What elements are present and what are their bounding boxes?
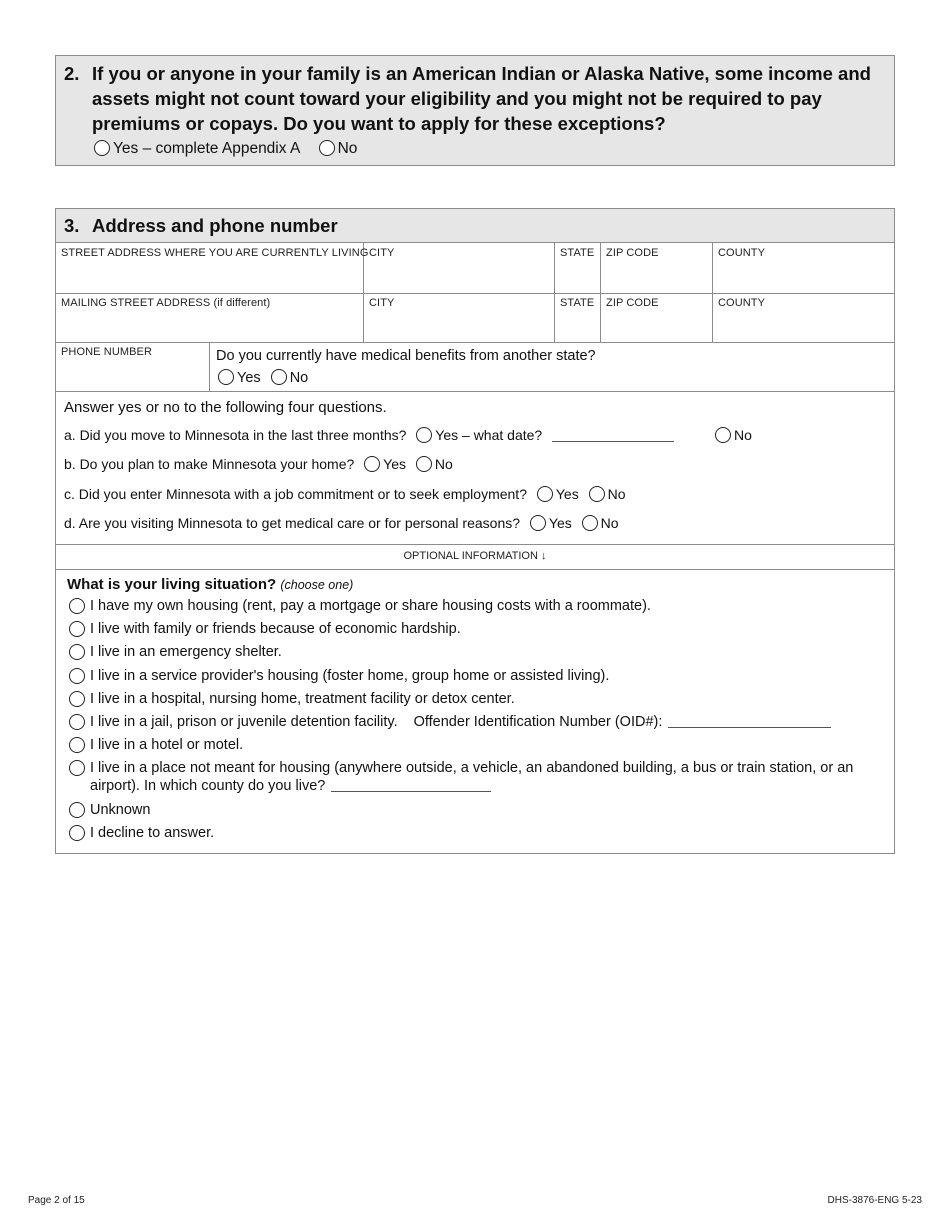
living-option-label: I live in a hospital, nursing home, treatment facility or detox center. — [90, 690, 515, 707]
living-option-label: I have my own housing (rent, pay a mortgage or share housing costs with a roommate). — [90, 598, 651, 614]
living-situation-question: What is your living situation? — [67, 576, 277, 593]
section-2-box — [55, 55, 895, 166]
section-3-number: 3. — [64, 215, 80, 236]
radio-icon[interactable] — [589, 486, 605, 502]
living-option-not-housing[interactable] — [69, 759, 869, 795]
living-option-label: I live in an emergency shelter. — [90, 644, 282, 661]
county-field[interactable]: COUNTY — [718, 247, 766, 259]
grid-divider — [56, 391, 894, 392]
radio-icon[interactable] — [69, 691, 85, 707]
question-d — [64, 515, 619, 531]
mailing-county-field[interactable]: COUNTY — [718, 297, 766, 309]
question-a — [64, 427, 674, 443]
section-3-box — [55, 208, 895, 854]
living-situation-title — [67, 576, 353, 593]
radio-icon[interactable] — [94, 140, 110, 156]
county-of-living-input[interactable] — [331, 791, 491, 792]
benefits-no-label: No — [289, 370, 309, 386]
city-field[interactable]: CITY — [369, 247, 395, 259]
radio-icon[interactable] — [69, 737, 85, 753]
mailing-state-field[interactable]: STATE — [560, 297, 595, 309]
apply-exceptions-no-label: No — [337, 140, 358, 157]
question-c-text: c. Did you enter Minnesota with a job commitment or to seek employment? — [64, 486, 527, 502]
mailing-city-field[interactable]: CITY — [369, 297, 395, 309]
grid-divider — [56, 293, 894, 294]
living-situation-options — [69, 597, 869, 847]
living-option-hospital[interactable] — [69, 690, 869, 708]
grid-divider — [56, 569, 894, 570]
apply-exceptions-yes[interactable] — [94, 140, 300, 157]
section-2-number: 2. — [64, 63, 80, 84]
oid-input[interactable] — [668, 727, 831, 728]
form-id: DHS-3876-ENG 5-23 — [827, 1195, 922, 1206]
section-3-title: Address and phone number — [92, 215, 338, 236]
living-option-decline[interactable] — [69, 824, 869, 842]
question-a-no[interactable] — [715, 427, 752, 443]
question-c-no-label: No — [607, 486, 626, 502]
question-b — [64, 456, 453, 472]
apply-exceptions-no[interactable] — [319, 140, 358, 157]
living-option-service-provider[interactable] — [69, 667, 869, 685]
living-option-label: I live in a service provider's housing (foster home, group home or assisted living). — [90, 667, 610, 684]
radio-icon[interactable] — [582, 515, 598, 531]
question-a-yes[interactable] — [416, 427, 542, 443]
question-b-text: b. Do you plan to make Minnesota your home? — [64, 456, 355, 472]
phone-number-field[interactable]: PHONE NUMBER — [61, 346, 153, 358]
zip-code-field[interactable]: ZIP CODE — [606, 247, 659, 259]
radio-icon[interactable] — [530, 515, 546, 531]
benefits-options — [218, 369, 314, 386]
living-situation-hint: (choose one) — [280, 578, 354, 592]
question-c-no[interactable] — [589, 486, 626, 502]
radio-icon[interactable] — [416, 456, 432, 472]
radio-icon[interactable] — [715, 427, 731, 443]
radio-icon[interactable] — [319, 140, 335, 156]
question-c-yes[interactable] — [537, 486, 579, 502]
grid-divider — [56, 544, 894, 545]
radio-icon[interactable] — [69, 598, 85, 614]
radio-icon[interactable] — [69, 621, 85, 637]
living-option-label: Unknown — [90, 801, 151, 818]
radio-icon[interactable] — [271, 369, 287, 385]
living-option-jail[interactable] — [69, 713, 869, 731]
question-b-no-label: No — [434, 456, 453, 472]
radio-icon[interactable] — [416, 427, 432, 443]
radio-icon[interactable] — [69, 644, 85, 660]
question-d-no[interactable] — [582, 515, 619, 531]
radio-icon[interactable] — [218, 369, 234, 385]
page-number: Page 2 of 15 — [28, 1195, 85, 1206]
question-d-text: d. Are you visiting Minnesota to get medical care or for personal reasons? — [64, 515, 521, 531]
question-a-no-label: No — [734, 427, 752, 443]
living-option-emergency-shelter[interactable] — [69, 643, 869, 661]
question-a-yes-label: Yes – what date? — [435, 427, 543, 443]
benefits-yes[interactable] — [218, 370, 261, 386]
radio-icon[interactable] — [69, 668, 85, 684]
living-option-hotel[interactable] — [69, 736, 869, 754]
radio-icon[interactable] — [537, 486, 553, 502]
question-b-yes-label: Yes — [383, 456, 407, 472]
section-2-options — [94, 140, 371, 158]
radio-icon[interactable] — [69, 825, 85, 841]
four-questions-intro: Answer yes or no to the following four questions. — [64, 399, 387, 416]
question-c-yes-label: Yes — [555, 486, 579, 502]
section-3-header — [56, 209, 894, 243]
move-date-input[interactable] — [552, 441, 674, 442]
radio-icon[interactable] — [69, 760, 85, 776]
benefits-yes-label: Yes — [237, 370, 261, 386]
oid-label: Offender Identification Number (OID#): — [413, 713, 663, 730]
radio-icon[interactable] — [364, 456, 380, 472]
living-option-label: I live with family or friends because of economic hardship. — [90, 621, 461, 638]
living-option-own-housing[interactable] — [69, 597, 869, 615]
apply-exceptions-yes-label: Yes – complete Appendix A — [113, 140, 301, 157]
mailing-address-field[interactable]: MAILING STREET ADDRESS (if different) — [61, 297, 271, 309]
living-option-family-friends[interactable] — [69, 620, 869, 638]
grid-divider — [209, 342, 210, 391]
state-field[interactable]: STATE — [560, 247, 595, 259]
radio-icon[interactable] — [69, 714, 85, 730]
living-option-label: I live in a jail, prison or juvenile detention facility. — [90, 713, 398, 730]
living-option-label: I decline to answer. — [90, 824, 215, 841]
question-b-no[interactable] — [416, 456, 453, 472]
question-a-text: a. Did you move to Minnesota in the last three months? — [64, 427, 407, 443]
living-option-unknown[interactable] — [69, 801, 869, 819]
radio-icon[interactable] — [69, 802, 85, 818]
section-2-question: If you or anyone in your family is an American Indian or Alaska Native, some income and assets might not count toward your eligibility and you might not be required to pay premiums or copays. Do you want to apply for these exceptions? — [92, 63, 871, 134]
optional-information-label: OPTIONAL INFORMATION ↓ — [403, 550, 547, 562]
mailing-zip-field[interactable]: ZIP CODE — [606, 297, 659, 309]
street-address-field[interactable]: STREET ADDRESS WHERE YOU ARE CURRENTLY LIVING — [61, 247, 369, 259]
question-c — [64, 486, 626, 502]
living-option-label: I live in a place not meant for housing (anywhere outside, a vehicle, an abandoned building, a bus or train station, or an airport). In which county do you live? — [90, 760, 854, 795]
question-d-no-label: No — [600, 515, 619, 531]
question-d-yes[interactable] — [530, 515, 572, 531]
question-b-yes[interactable] — [364, 456, 406, 472]
benefits-no[interactable] — [271, 370, 309, 386]
living-option-label: I live in a hotel or motel. — [90, 737, 244, 754]
question-d-yes-label: Yes — [548, 515, 572, 531]
grid-divider — [56, 342, 894, 343]
benefits-question: Do you currently have medical benefits from another state? — [216, 348, 596, 364]
